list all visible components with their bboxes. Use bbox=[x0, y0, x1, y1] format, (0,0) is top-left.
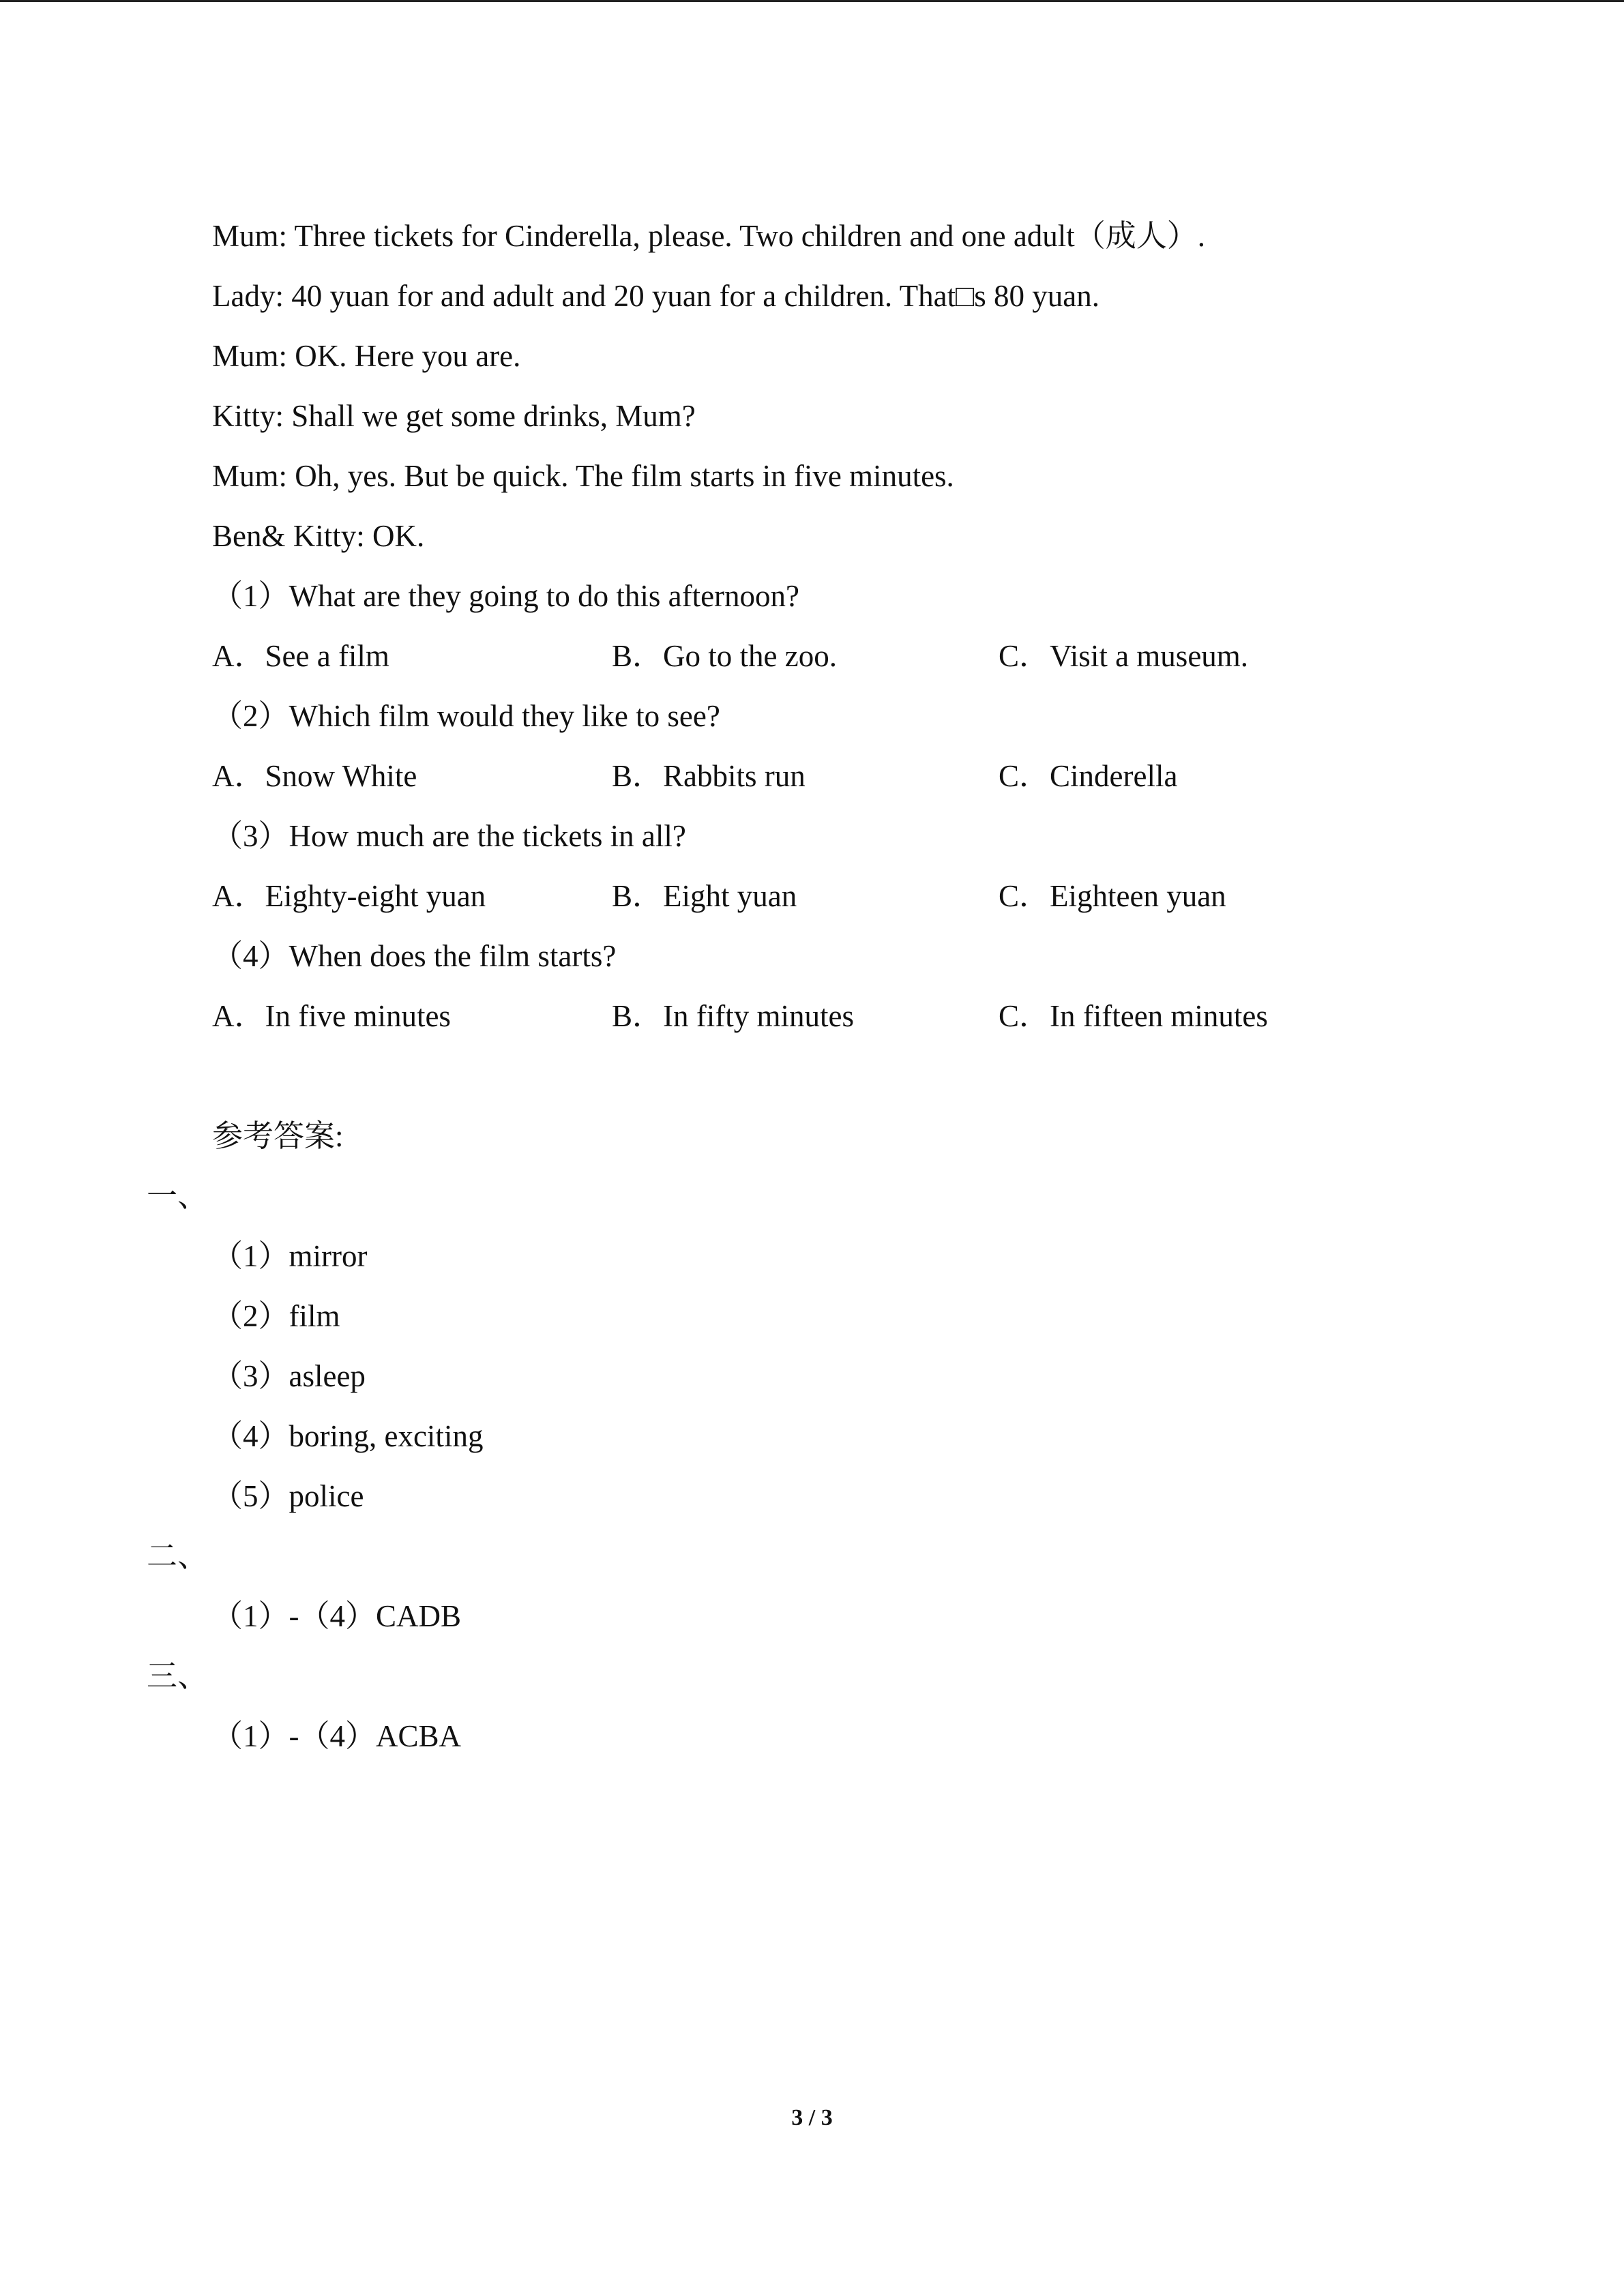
option-b: B．Go to the zoo. bbox=[612, 639, 837, 673]
option-c: C．Eighteen yuan bbox=[999, 879, 1226, 913]
answer-item: （5）police bbox=[212, 1479, 364, 1513]
question-prompt: （3）How much are the tickets in all? bbox=[212, 819, 686, 853]
answers-heading: 参考答案: bbox=[212, 1119, 344, 1153]
option-c: C．Visit a museum. bbox=[999, 639, 1249, 673]
document-body bbox=[147, 206, 1440, 1766]
option-c: C．In fifteen minutes bbox=[999, 999, 1268, 1033]
answer-item: （1）-（4）ACBA bbox=[212, 1719, 462, 1753]
answer-item: （3）asleep bbox=[212, 1359, 366, 1393]
option-c: C．Cinderella bbox=[999, 759, 1178, 793]
spacer bbox=[212, 1046, 1440, 1106]
page-top-border bbox=[0, 0, 1624, 2]
answer-section-label: 二、 bbox=[147, 1539, 209, 1573]
option-a: A．In five minutes bbox=[212, 999, 451, 1033]
dialogue-line: Mum: OK. Here you are. bbox=[212, 339, 521, 373]
question-prompt: （4）When does the film starts? bbox=[212, 939, 617, 973]
answer-section-label: 三、 bbox=[147, 1659, 209, 1693]
dialogue-line: Lady: 40 yuan for and adult and 20 yuan for a children. That□s 80 yuan. bbox=[212, 279, 1100, 313]
question-options bbox=[212, 986, 1440, 1046]
question-prompt: （1）What are they going to do this afternoon? bbox=[212, 579, 800, 613]
dialogue-line: Mum: Three tickets for Cinderella, please. Two children and one adult（成人）. bbox=[212, 219, 1206, 253]
option-b: B．Rabbits run bbox=[612, 759, 806, 793]
question-prompt: （2）Which film would they like to see? bbox=[212, 699, 720, 733]
option-a: A．Snow White bbox=[212, 759, 417, 793]
answer-item: （2）film bbox=[212, 1299, 340, 1333]
page-number: 3 / 3 bbox=[791, 2105, 833, 2130]
answer-item: （1）-（4）CADB bbox=[212, 1599, 462, 1633]
dialogue-line: Kitty: Shall we get some drinks, Mum? bbox=[212, 399, 696, 433]
option-a: A．See a film bbox=[212, 639, 389, 673]
dialogue-line: Mum: Oh, yes. But be quick. The film starts in five minutes. bbox=[212, 459, 954, 493]
answer-item: （1）mirror bbox=[212, 1239, 368, 1273]
question-options bbox=[212, 746, 1440, 806]
answer-item: （4）boring, exciting bbox=[212, 1419, 484, 1453]
option-b: B．Eight yuan bbox=[612, 879, 797, 913]
question-options bbox=[212, 866, 1440, 926]
option-a: A．Eighty-eight yuan bbox=[212, 879, 486, 913]
dialogue-line: Ben& Kitty: OK. bbox=[212, 519, 425, 553]
answer-section-label: 一、 bbox=[147, 1179, 209, 1213]
question-options bbox=[212, 626, 1440, 686]
option-b: B．In fifty minutes bbox=[612, 999, 854, 1033]
